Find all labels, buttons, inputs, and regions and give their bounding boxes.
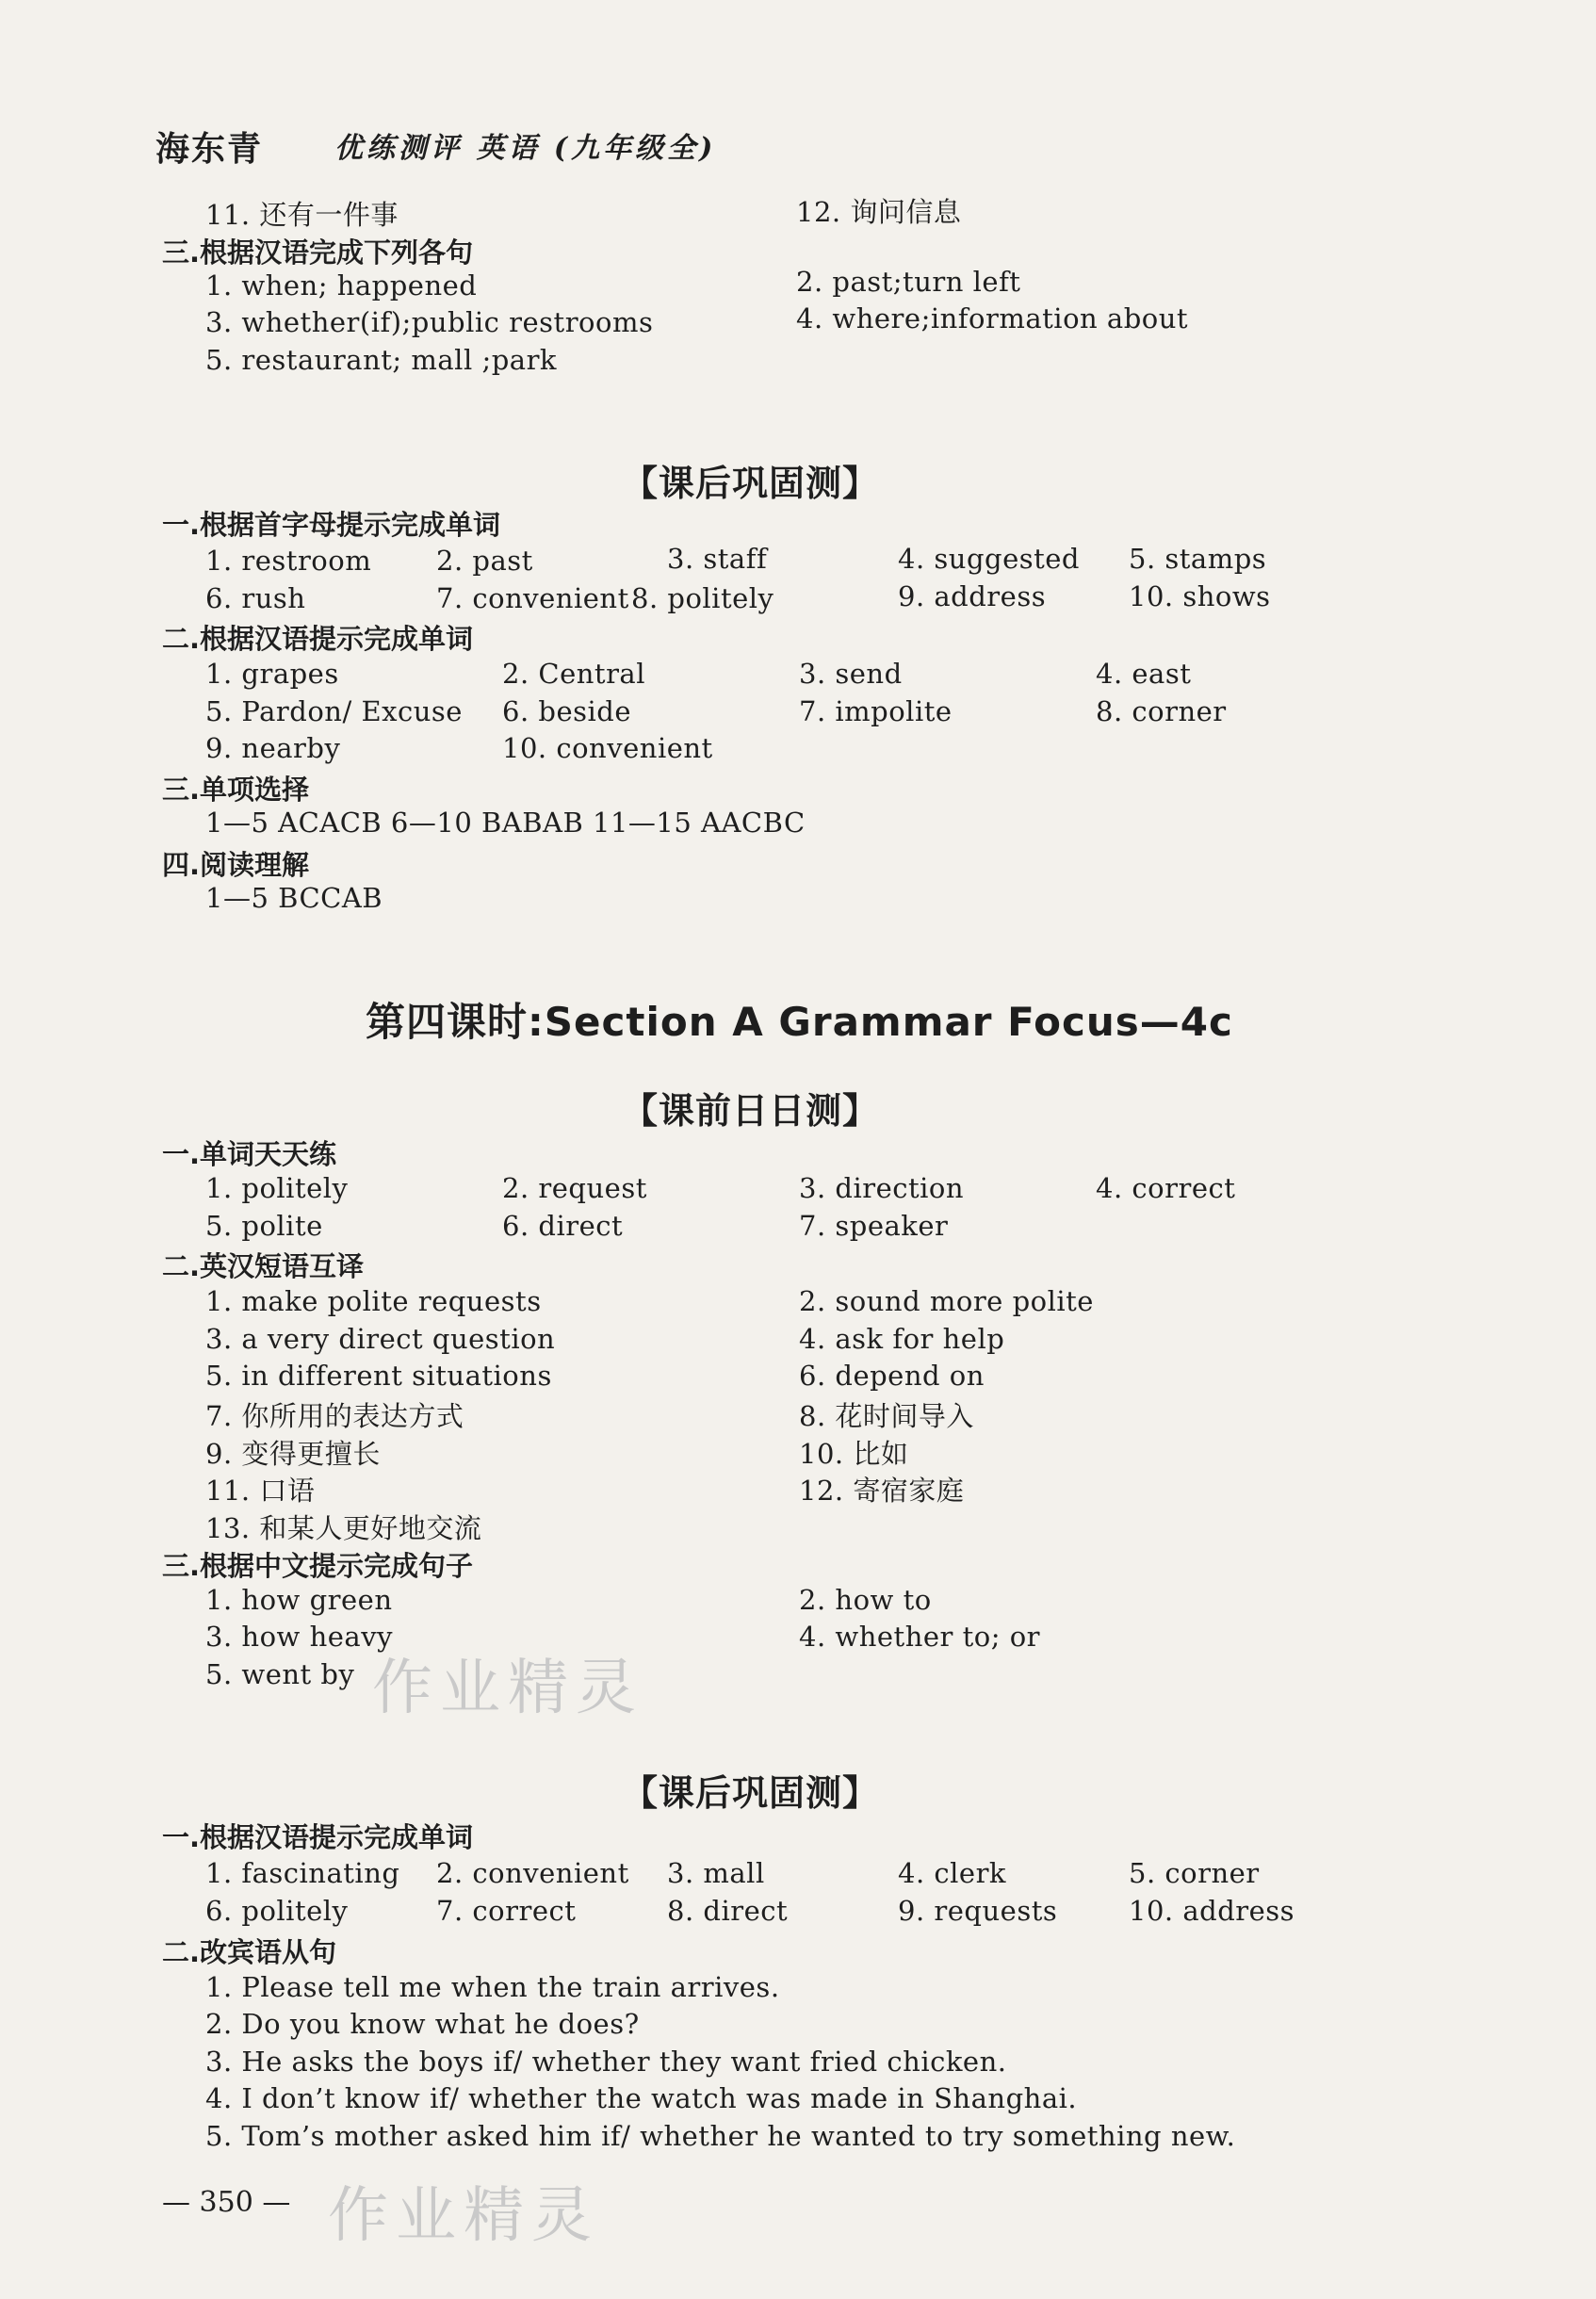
list-item: 2. Central [502,658,645,690]
list-item: 2. request [502,1172,647,1204]
list-item: 1. restroom [205,545,372,577]
list-item: 4. clerk [898,1857,1007,1889]
section-title: 二.改宾语从句 [162,1936,337,1968]
section-title: 三.根据中文提示完成句子 [162,1550,474,1582]
list-item: 3. a very direct question [205,1323,556,1355]
list-item: 9. address [898,580,1047,612]
header-brand: 海东青 [155,130,264,169]
list-item: 2. convenient [436,1857,629,1889]
section-banner: 【课前日日测】 [622,1090,880,1132]
list-item: 4. ask for help [799,1323,1005,1355]
list-item: 12. 寄宿家庭 [799,1475,965,1507]
list-item: 10. address [1129,1895,1295,1927]
list-item: 7. impolite [799,695,953,727]
list-item: 4. correct [1096,1172,1236,1204]
section-banner: 【课后巩固测】 [622,463,880,504]
watermark: 作业精灵 [328,2181,599,2251]
list-item: 1. grapes [205,658,339,690]
list-item: 4. whether to; or [799,1621,1041,1653]
list-item: 5. Pardon/ Excuse [205,695,463,727]
list-item: 1. Please tell me when the train arrives. [205,1971,780,2003]
answer-line: 1—5 ACACB 6—10 BABAB 11—15 AACBC [205,807,806,839]
list-item: 2. sound more polite [799,1285,1094,1317]
list-item: 2. Do you know what he does? [205,2008,640,2040]
list-item: 4. where;information about [796,302,1189,334]
list-item: 6. politely [205,1895,349,1927]
list-item: 10. shows [1129,580,1271,612]
list-item: 7. correct [436,1895,577,1927]
section-title: 四.阅读理解 [162,849,310,881]
list-item: 2. past [436,545,533,577]
list-item: 13. 和某人更好地交流 [205,1512,482,1544]
list-item: 5. went by [205,1658,355,1690]
list-item: 3. mall [667,1857,765,1889]
list-item: 3. whether(if);public restrooms [205,306,654,338]
list-item: 9. nearby [205,732,341,764]
list-item: 2. past;turn left [796,266,1021,298]
answer-line: 1—5 BCCAB [205,882,383,914]
list-item: 9. requests [898,1895,1058,1927]
list-item: 5. stamps [1129,543,1267,575]
list-item: 4. I don’t know if/ whether the watch was made in Shanghai. [205,2082,1078,2114]
list-item: 2. how to [799,1584,932,1616]
list-item: 5. in different situations [205,1360,552,1392]
section-banner: 【课后巩固测】 [622,1772,880,1814]
list-item: 7. convenient [436,582,629,614]
section-title: 三.单项选择 [162,774,310,806]
list-item: 3. direction [799,1172,965,1204]
list-item: 3. how heavy [205,1621,393,1653]
list-item: 5. polite [205,1210,323,1242]
list-item: 11. 还有一件事 [205,199,399,231]
list-item: 5. corner [1129,1857,1260,1889]
section-title: 一.根据汉语提示完成单词 [162,1821,474,1853]
list-item: 3. staff [667,543,768,575]
list-item: 5. Tom’s mother asked him if/ whether he wanted to try something new. [205,2120,1236,2152]
list-item: 6. depend on [799,1360,985,1392]
list-item: 1. make polite requests [205,1285,542,1317]
list-item: 6. rush [205,582,306,614]
page-number: — 350 — [162,2186,291,2219]
list-item: 6. beside [502,695,631,727]
list-item: 1. politely [205,1172,349,1204]
list-item: 10. 比如 [799,1438,909,1470]
list-item: 3. send [799,658,903,690]
section-title: 一.单词天天练 [162,1138,337,1170]
list-item: 9. 变得更擅长 [205,1438,381,1470]
section-title: 二.英汉短语互译 [162,1250,365,1282]
list-item: 6. direct [502,1210,624,1242]
list-item: 3. He asks the boys if/ whether they want fried chicken. [205,2046,1007,2078]
section-title: 三.根据汉语完成下列各句 [162,236,474,269]
section-title: 二.根据汉语提示完成单词 [162,623,474,655]
list-item: 7. speaker [799,1210,949,1242]
header-subtitle: 优练测评 英语 (九年级全) [334,132,717,165]
list-item: 8. direct [667,1895,789,1927]
section-title: 一.根据首字母提示完成单词 [162,509,501,541]
list-item: 8. corner [1096,695,1227,727]
list-item: 4. east [1096,658,1192,690]
list-item: 11. 口语 [205,1475,316,1507]
list-item: 8. 花时间导入 [799,1400,974,1432]
list-item: 7. 你所用的表达方式 [205,1400,464,1432]
list-item: 1. how green [205,1584,393,1616]
list-item: 12. 询问信息 [796,196,962,228]
list-item: 1. when; happened [205,269,478,302]
list-item: 8. politely [631,582,774,614]
list-item: 5. restaurant; mall ;park [205,344,558,376]
list-item: 10. convenient [502,732,713,764]
watermark: 作业精灵 [372,1654,643,1723]
list-item: 1. fascinating [205,1857,400,1889]
lesson-title: 第四课时:Section A Grammar Focus—4c [366,999,1233,1045]
list-item: 4. suggested [898,543,1080,575]
